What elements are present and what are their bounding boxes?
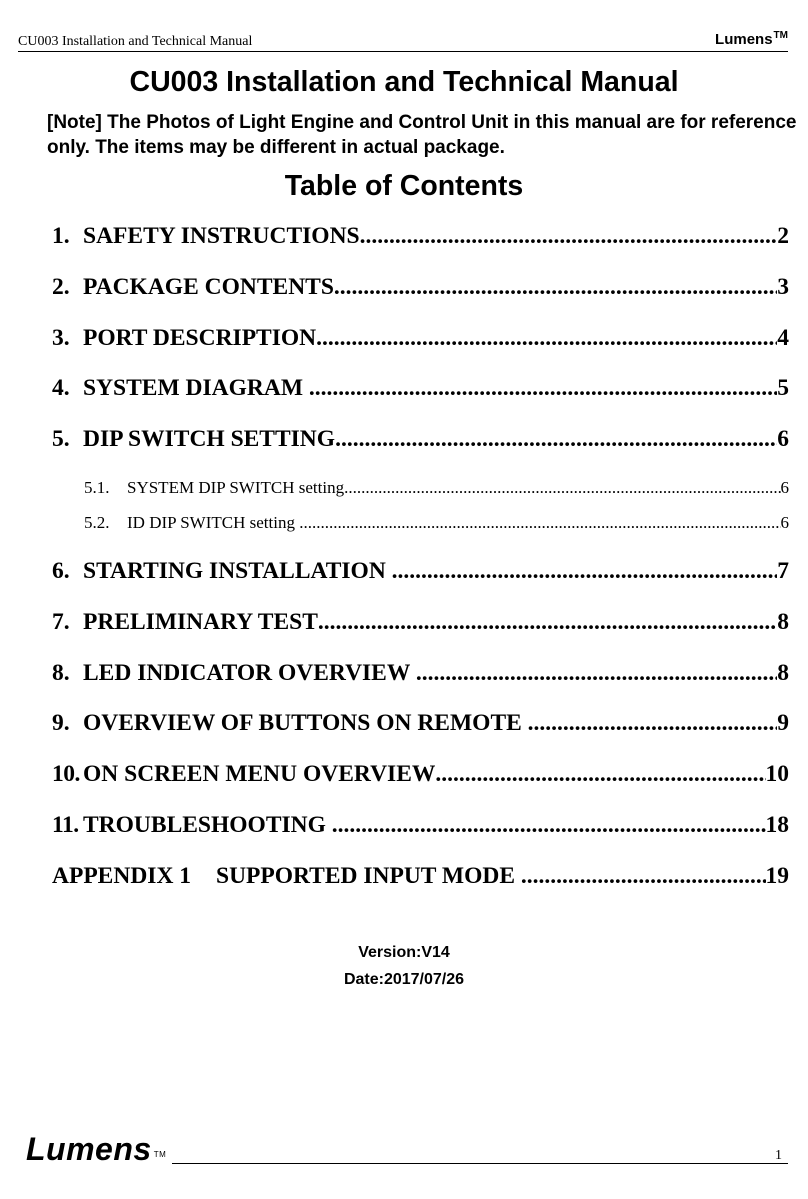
toc-entry-page: 10 <box>765 761 789 787</box>
toc-entry-title: DIP SWITCH SETTING <box>83 426 336 452</box>
toc-entry-title: SYSTEM DIP SWITCH setting <box>127 478 345 497</box>
toc-dot-leader <box>316 323 777 353</box>
toc-entry-title: OVERVIEW OF BUTTONS ON REMOTE <box>83 710 528 736</box>
brand-name: Lumens <box>715 31 773 48</box>
toc-entry-number: 8. <box>52 660 70 686</box>
toc-entry-title: SUPPORTED INPUT MODE <box>216 863 521 889</box>
toc-entry-dip-switch-setting[interactable] <box>52 424 789 454</box>
toc-entry-title: PRELIMINARY TEST <box>83 609 318 635</box>
toc-dot-leader <box>332 810 766 840</box>
toc-dot-leader <box>360 221 778 251</box>
toc-entry-page: 6 <box>777 426 789 452</box>
toc-entry-on-screen-menu-overview[interactable] <box>52 759 789 789</box>
toc-entry-system-diagram[interactable] <box>52 373 789 403</box>
toc-dot-leader <box>344 477 780 499</box>
toc-entry-title: ID DIP SWITCH setting <box>127 513 300 532</box>
running-header-title: CU003 Installation and Technical Manual <box>18 34 253 49</box>
toc-entry-port-description[interactable] <box>52 323 789 353</box>
toc-subentry-system-dip-switch[interactable] <box>84 477 789 499</box>
toc-entry-number: 10. <box>52 761 80 787</box>
toc-entry-title: TROUBLESHOOTING <box>83 812 332 838</box>
toc-dot-leader <box>299 512 780 534</box>
toc-subentry-id-dip-switch[interactable] <box>84 512 789 534</box>
toc-entry-number: APPENDIX 1 <box>52 863 192 889</box>
toc-entry-page: 5 <box>777 375 789 401</box>
toc-dot-leader <box>335 424 777 454</box>
toc-entry-page: 2 <box>777 223 789 249</box>
footer-rule <box>172 1163 788 1164</box>
toc-entry-number: 3. <box>52 325 70 351</box>
toc-dot-leader <box>435 759 765 789</box>
toc-dot-leader <box>528 708 778 738</box>
toc-dot-leader <box>521 861 766 891</box>
toc-entry-number: 6. <box>52 558 70 584</box>
toc-entry-number: 5.2. <box>84 513 110 532</box>
version-label: Version:V14 <box>358 944 450 961</box>
toc-entry-page: 6 <box>780 513 789 532</box>
toc-entry-title: SYSTEM DIAGRAM <box>83 375 309 401</box>
toc-entry-number: 11. <box>52 812 79 838</box>
toc-entry-title: PORT DESCRIPTION <box>83 325 317 351</box>
toc-entry-number: 2. <box>52 274 70 300</box>
toc-entry-number: 9. <box>52 710 70 736</box>
toc-entry-preliminary-test[interactable] <box>52 607 789 637</box>
brand-trademark: TM <box>773 30 788 41</box>
logo-text: Lumens <box>26 1131 152 1167</box>
lumens-logo <box>26 1131 166 1167</box>
toc-dot-leader <box>334 272 777 302</box>
toc-entry-package-contents[interactable] <box>52 272 789 302</box>
running-header-brand <box>715 30 788 50</box>
toc-dot-leader <box>318 607 777 637</box>
toc-entry-page: 9 <box>777 710 789 736</box>
toc-dot-leader <box>309 373 777 403</box>
toc-entry-title: ON SCREEN MENU OVERVIEW <box>83 761 436 787</box>
toc-heading: Table of Contents <box>284 170 524 202</box>
toc-entry-page: 18 <box>765 812 789 838</box>
toc-entry-page: 3 <box>777 274 789 300</box>
reference-note: [Note] The Photos of Light Engine and Control Unit in this manual are for reference only. The items may be different in actual package. <box>47 112 797 158</box>
toc-entry-starting-installation[interactable] <box>52 556 789 586</box>
toc-entry-page: 4 <box>777 325 789 351</box>
toc-entry-number: 5.1. <box>84 478 110 497</box>
toc-entry-page: 19 <box>765 863 789 889</box>
toc-entry-safety-instructions[interactable] <box>52 221 789 251</box>
toc-entry-title: PACKAGE CONTENTS <box>83 274 334 300</box>
page-number: 1 <box>775 1148 782 1163</box>
toc-entry-page: 8 <box>777 660 789 686</box>
toc-entry-appendix-supported-input-mode[interactable] <box>52 861 789 891</box>
toc-entry-page: 8 <box>777 609 789 635</box>
logo-trademark: TM <box>153 1150 167 1159</box>
document-title: CU003 Installation and Technical Manual <box>129 66 679 98</box>
toc-entry-number: 1. <box>52 223 70 249</box>
date-label: Date:2017/07/26 <box>343 971 465 988</box>
toc-entry-page: 7 <box>777 558 789 584</box>
toc-entry-title: STARTING INSTALLATION <box>83 558 392 584</box>
toc-entry-troubleshooting[interactable] <box>52 810 789 840</box>
toc-entry-remote-buttons-overview[interactable] <box>52 708 789 738</box>
toc-entry-number: 7. <box>52 609 70 635</box>
toc-entry-number: 4. <box>52 375 70 401</box>
toc-entry-number: 5. <box>52 426 70 452</box>
toc-entry-page: 6 <box>780 478 789 497</box>
toc-dot-leader <box>416 658 777 688</box>
toc-entry-title: SAFETY INSTRUCTIONS <box>83 223 360 249</box>
toc-entry-title: LED INDICATOR OVERVIEW <box>83 660 416 686</box>
header-rule <box>18 51 788 52</box>
toc-entry-led-indicator-overview[interactable] <box>52 658 789 688</box>
toc-dot-leader <box>392 556 778 586</box>
